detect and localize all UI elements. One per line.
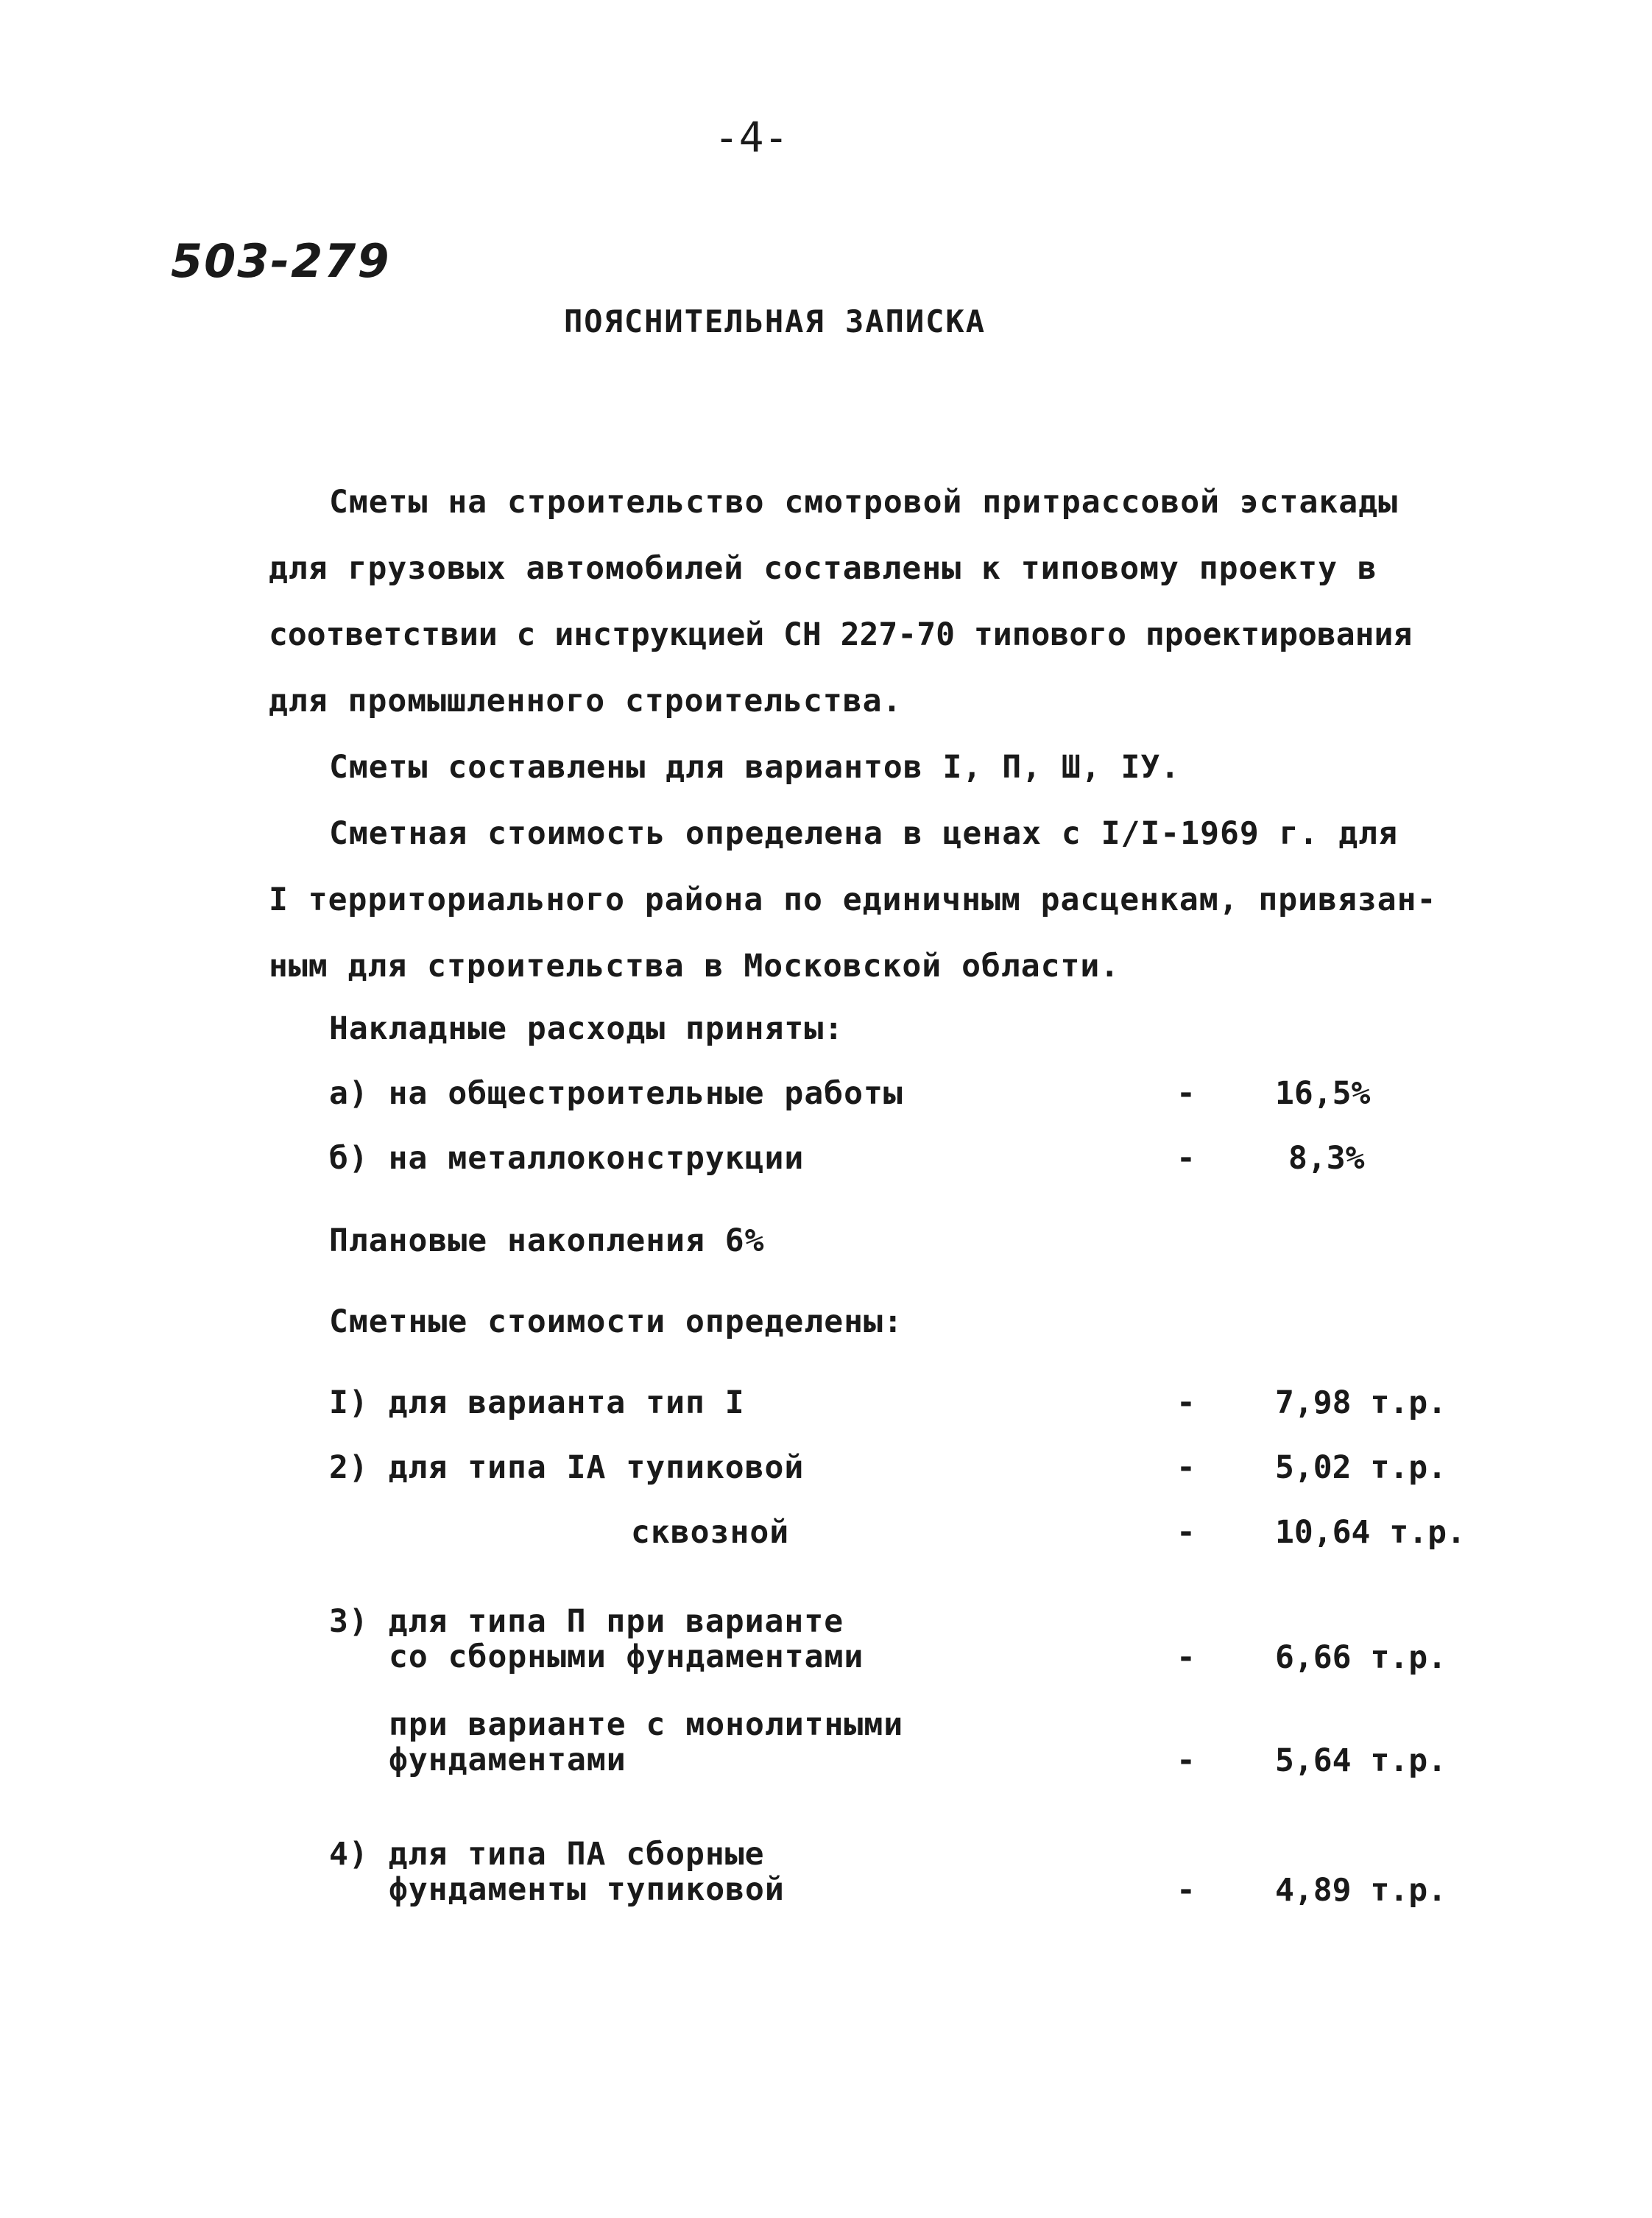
paragraph-line: ным для строительства в Московской области. xyxy=(269,948,1120,985)
costs-heading: Сметные стоимости определены: xyxy=(329,1303,903,1340)
cost-item-label: фундаменты тупиковой xyxy=(389,1871,785,1908)
document-code: 503-279 xyxy=(171,234,391,288)
overheads-heading: Накладные расходы приняты: xyxy=(329,1010,844,1047)
dash: - xyxy=(1176,1639,1196,1676)
cost-item-label: I) для варианта тип I xyxy=(329,1384,745,1421)
paragraph-line: I территориального района по единичным расценкам, привязан- xyxy=(269,881,1437,918)
cost-item-label: 2) для типа IA тупиковой xyxy=(329,1449,805,1486)
dash: - xyxy=(1176,1872,1196,1909)
dash: - xyxy=(1176,1384,1196,1421)
overhead-item-value: 16,5% xyxy=(1275,1075,1371,1112)
paragraph-2: Сметы составлены для вариантов I, П, Ш, IУ. xyxy=(329,749,1181,786)
cost-item-label: 3) для типа П при варианте xyxy=(329,1603,844,1640)
overhead-item-value: 8,3% xyxy=(1288,1140,1365,1177)
page-number: -4- xyxy=(714,114,789,162)
dash: - xyxy=(1176,1140,1196,1177)
cost-item-label: фундаментами xyxy=(389,1742,626,1778)
cost-item-value: 10,64 т.р. xyxy=(1275,1514,1466,1551)
dash: - xyxy=(1176,1075,1196,1112)
cost-item-value: 4,89 т.р. xyxy=(1275,1872,1447,1909)
cost-item-value: 6,66 т.р. xyxy=(1275,1639,1447,1676)
paragraph-line: Сметная стоимость определена в ценах с I/I-1969 г. для xyxy=(329,815,1398,852)
overhead-item-label: а) на общестроительные работы xyxy=(329,1075,903,1112)
cost-item-value: 7,98 т.р. xyxy=(1275,1384,1447,1421)
paragraph-line: для промышленного строительства. xyxy=(269,683,903,719)
overhead-item-label: б) на металлоконструкции xyxy=(329,1140,805,1177)
cost-item-label: сквозной xyxy=(631,1514,790,1551)
cost-item-label: 4) для типа ПА сборные xyxy=(329,1836,765,1873)
paragraph-line: Сметы на строительство смотровой притрассовой эстакады xyxy=(329,484,1398,521)
cost-item-value: 5,64 т.р. xyxy=(1275,1742,1447,1779)
dash: - xyxy=(1176,1514,1196,1551)
paragraph-line: для грузовых автомобилей составлены к типовому проекту в xyxy=(269,550,1377,587)
paragraph-line: соответствии с инструкцией СН 227-70 типового проектирования xyxy=(269,616,1413,653)
planned-savings: Плановые накопления 6% xyxy=(329,1222,765,1259)
cost-item-value: 5,02 т.р. xyxy=(1275,1449,1447,1486)
cost-item-label: при варианте с монолитными xyxy=(389,1706,904,1743)
page-title: ПОЯСНИТЕЛЬНАЯ ЗАПИСКА xyxy=(564,303,986,339)
dash: - xyxy=(1176,1449,1196,1486)
dash: - xyxy=(1176,1742,1196,1779)
cost-item-label: со сборными фундаментами xyxy=(389,1638,864,1675)
